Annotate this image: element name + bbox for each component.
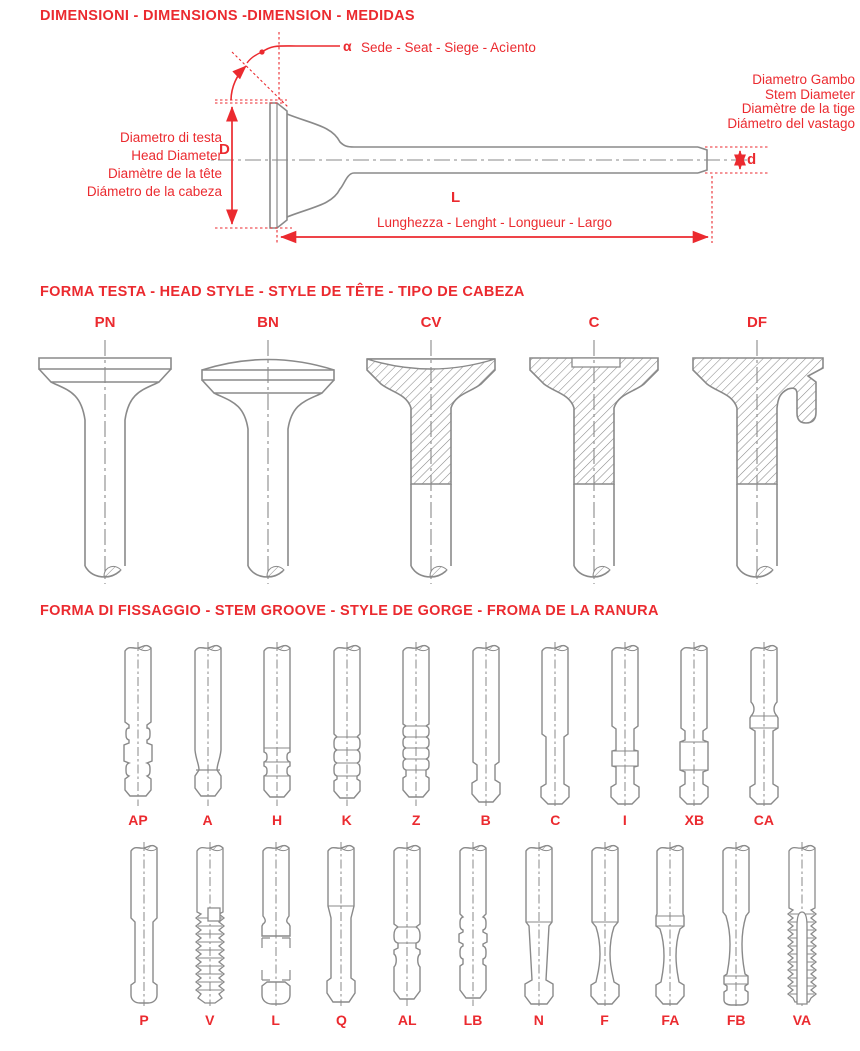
groove-drawing-f (577, 838, 633, 1010)
groove-drawing-q (313, 838, 369, 1010)
groove-item-xb (666, 638, 722, 828)
head-style-drawing-df (677, 334, 837, 592)
groove-drawing-k (319, 638, 375, 810)
groove-drawing-al (379, 838, 435, 1010)
groove-label: CA (753, 812, 775, 828)
stem-diameter-label: Diametro Gambo Stem Diameter Diamètre de la tige Diámetro del vastago (727, 72, 855, 131)
groove-drawing-n (511, 838, 567, 1010)
groove-label: L (271, 1012, 280, 1028)
alpha-angle-symbol: α (343, 38, 352, 54)
head-style-label: BN (257, 314, 279, 331)
groove-drawing-h (249, 638, 305, 810)
groove-label: H (272, 812, 283, 828)
groove-drawing-fb (708, 838, 764, 1010)
head-style-item-c (514, 314, 674, 592)
groove-drawing-i (597, 638, 653, 810)
groove-drawing-z (388, 638, 444, 810)
head-style-drawing-pn (25, 334, 185, 592)
groove-item-ca (736, 638, 792, 828)
groove-item-z (388, 638, 444, 828)
groove-label: AL (397, 1012, 417, 1028)
groove-label: Z (411, 812, 421, 828)
groove-label: A (202, 812, 213, 828)
head-style-label: DF (747, 314, 767, 331)
groove-drawing-va (774, 838, 830, 1010)
groove-drawing-lb (445, 838, 501, 1010)
groove-item-h (249, 638, 305, 828)
groove-item-lb (445, 838, 501, 1028)
groove-drawing-p (116, 838, 172, 1010)
groove-label: V (205, 1012, 215, 1028)
head-style-item-bn (188, 314, 348, 592)
groove-item-k (319, 638, 375, 828)
groove-item-fa (642, 838, 698, 1028)
groove-item-c (527, 638, 583, 828)
groove-label: XB (684, 812, 705, 828)
head-style-label: C (588, 314, 600, 331)
head-diameter-symbol: D (219, 141, 230, 158)
groove-label: K (341, 812, 352, 828)
stem-groove-section-title: FORMA DI FISSAGGIO - STEM GROOVE - STYLE DE GORGE - FROMA DE LA RANURA (40, 603, 659, 619)
groove-drawing-ca (736, 638, 792, 810)
stem-diameter-symbol: d (747, 151, 757, 168)
groove-label: FA (661, 1012, 680, 1028)
groove-item-i (597, 638, 653, 828)
head-style-label: CV (420, 314, 442, 331)
groove-drawing-ap (110, 638, 166, 810)
groove-label: FB (726, 1012, 746, 1028)
groove-label: VA (792, 1012, 812, 1028)
groove-drawing-fa (642, 838, 698, 1010)
groove-drawing-l (248, 838, 304, 1010)
groove-label: P (139, 1012, 149, 1028)
dimensions-section-title: DIMENSIONI - DIMENSIONS -DIMENSION - MEDIDAS (40, 8, 415, 24)
head-diameter-label: Diametro di testa Head Diameter Diamètre de la tête Diámetro de la cabeza (86, 130, 222, 199)
head-style-drawing-cv (351, 334, 511, 592)
groove-label: F (600, 1012, 609, 1028)
groove-drawing-b (458, 638, 514, 810)
groove-drawing-v (182, 838, 238, 1010)
groove-drawing-c (527, 638, 583, 810)
groove-item-b (458, 638, 514, 828)
groove-item-va (774, 838, 830, 1028)
groove-item-n (511, 838, 567, 1028)
groove-item-p (116, 838, 172, 1028)
groove-drawing-a (180, 638, 236, 810)
head-style-section-title: FORMA TESTA - HEAD STYLE - STYLE DE TÊTE - TIPO DE CABEZA (40, 284, 525, 300)
groove-item-ap (110, 638, 166, 828)
length-symbol: L (451, 189, 461, 206)
groove-label: B (480, 812, 491, 828)
seat-label: Sede - Seat - Siege - Acìento (361, 40, 536, 55)
groove-label: C (550, 812, 561, 828)
groove-item-f (577, 838, 633, 1028)
groove-item-fb (708, 838, 764, 1028)
stem-groove-row-2 (116, 838, 830, 1028)
groove-label: N (533, 1012, 544, 1028)
groove-item-q (313, 838, 369, 1028)
groove-item-a (180, 638, 236, 828)
length-label: Lunghezza - Lenght - Longueur - Largo (377, 215, 612, 230)
head-style-drawing-c (514, 334, 674, 592)
stem-groove-row-1 (110, 638, 792, 828)
groove-label: AP (128, 812, 148, 828)
groove-label: Q (335, 1012, 347, 1028)
head-style-row (25, 314, 837, 592)
groove-item-al (379, 838, 435, 1028)
head-style-item-df (677, 314, 837, 592)
groove-item-v (182, 838, 238, 1028)
groove-item-l (248, 838, 304, 1028)
groove-drawing-xb (666, 638, 722, 810)
head-style-drawing-bn (188, 334, 348, 592)
head-style-item-cv (351, 314, 511, 592)
groove-label: LB (463, 1012, 483, 1028)
head-style-item-pn (25, 314, 185, 592)
head-style-label: PN (94, 314, 116, 331)
groove-label: I (622, 812, 627, 828)
